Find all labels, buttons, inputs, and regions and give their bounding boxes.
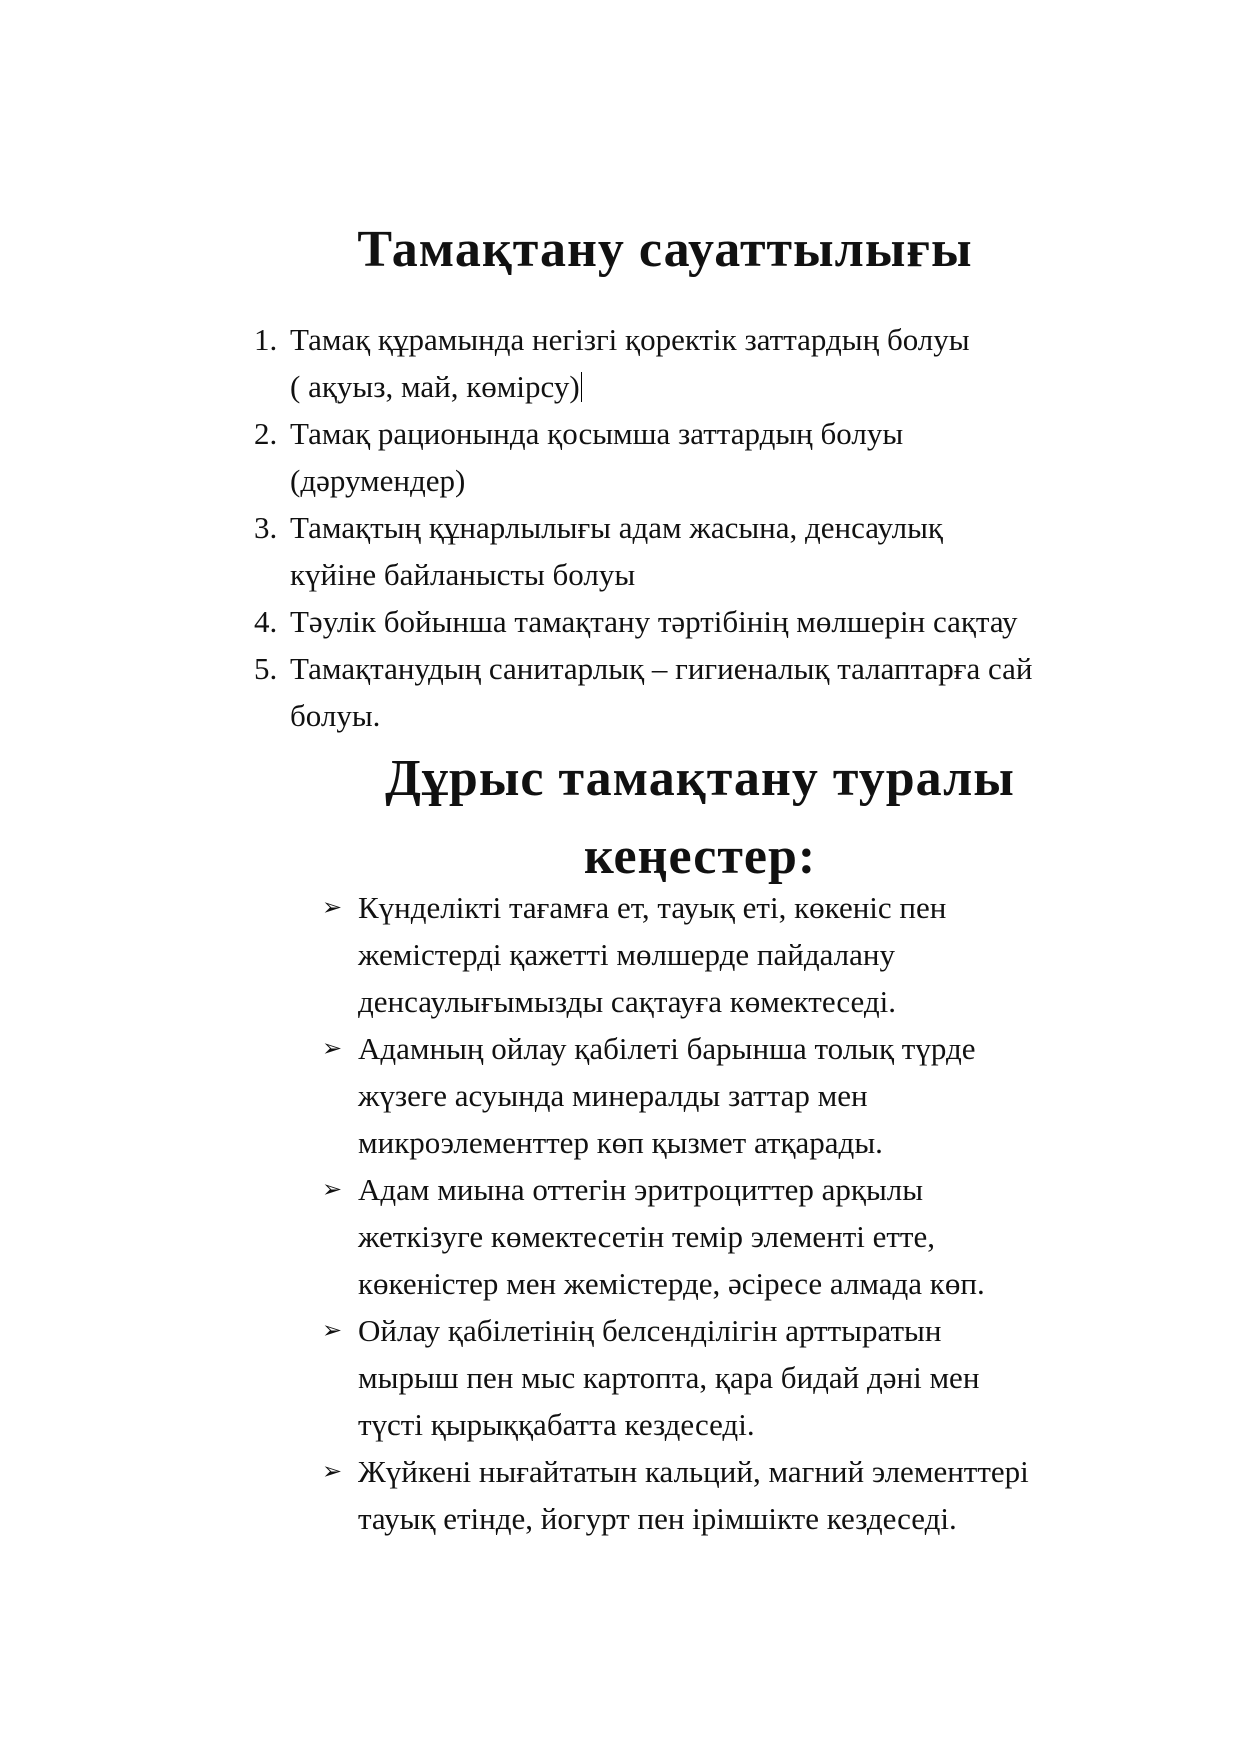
arrow-bullet-icon: ➢ bbox=[322, 1175, 343, 1203]
subtitle-line: Дұрыс тамақтану туралы bbox=[385, 750, 1015, 807]
bullet-item bbox=[322, 1166, 1122, 1307]
bullet-item bbox=[322, 1307, 1122, 1448]
list-item-line: Тамақ рационында қосымша заттардың болуы bbox=[290, 416, 904, 451]
arrow-bullet-icon: ➢ bbox=[322, 1316, 343, 1344]
bullet-line: көкеністер мен жемістерде, әсіресе алмада көп. bbox=[358, 1266, 985, 1301]
list-item-line: Тамақ құрамында негізгі қоректік заттардың болуы bbox=[290, 322, 970, 357]
list-item-line: ( ақуыз, май, көмірсу) bbox=[290, 369, 580, 404]
list-item bbox=[254, 410, 1134, 504]
bullet-line: мырыш пен мыс картопта, қара бидай дәні мен bbox=[358, 1360, 980, 1395]
list-item bbox=[254, 504, 1134, 598]
arrow-bullet-icon: ➢ bbox=[322, 1457, 343, 1485]
bullet-line: денсаулығымызды сақтауға көмектеседі. bbox=[358, 984, 896, 1019]
bullet-line: Адам миына оттегін эритроциттер арқылы bbox=[358, 1172, 924, 1207]
page-title: Тамақтану сауаттылығы bbox=[357, 221, 973, 278]
bullet-line: Жүйкені нығайтатын кальций, магний элементтері bbox=[358, 1454, 1029, 1489]
list-item-line: Тамақтанудың санитарлық – гигиеналық талаптарға сай bbox=[290, 651, 1033, 686]
list-item-line: болуы. bbox=[290, 698, 381, 733]
list-number: 2. bbox=[254, 416, 278, 451]
subtitle-line: кеңестер: bbox=[583, 828, 817, 885]
list-number: 4. bbox=[254, 604, 278, 639]
numbered-list bbox=[254, 316, 1134, 739]
bullet-list bbox=[322, 884, 1122, 1542]
section-subtitle bbox=[330, 740, 1070, 896]
bullet-line: түсті қырыққабатта кездеседі. bbox=[358, 1407, 755, 1442]
list-item bbox=[254, 645, 1134, 739]
bullet-line: микроэлементтер көп қызмет атқарады. bbox=[358, 1125, 883, 1160]
bullet-item bbox=[322, 884, 1122, 1025]
list-number: 5. bbox=[254, 651, 278, 686]
list-item-line: Тамақтың құнарлылығы адам жасына, денсаулық bbox=[290, 510, 943, 545]
bullet-item bbox=[322, 1025, 1122, 1166]
list-number: 1. bbox=[254, 322, 278, 357]
bullet-line: Адамның ойлау қабілеті барынша толық түрде bbox=[358, 1031, 976, 1066]
list-number: 3. bbox=[254, 510, 278, 545]
list-item-line: Тәулік бойынша тамақтану тәртібінің мөлшерін сақтау bbox=[290, 604, 1018, 639]
list-item-line: күйіне байланысты болуы bbox=[290, 557, 636, 592]
bullet-line: тауық етінде, йогурт пен ірімшікте кездеседі. bbox=[358, 1501, 957, 1536]
list-item-line: (дәрумендер) bbox=[290, 463, 466, 498]
bullet-line: жеткізуге көмектесетін темір элементі етте, bbox=[358, 1219, 935, 1254]
bullet-line: жүзеге асуында минералды заттар мен bbox=[358, 1078, 868, 1113]
arrow-bullet-icon: ➢ bbox=[322, 1034, 343, 1062]
bullet-item bbox=[322, 1448, 1122, 1542]
bullet-line: Күнделікті тағамға ет, тауық еті, көкеніс пен bbox=[358, 890, 947, 925]
bullet-line: Ойлау қабілетінің белсенділігін арттыратын bbox=[358, 1313, 942, 1348]
bullet-line: жемістерді қажетті мөлшерде пайдалану bbox=[358, 937, 895, 972]
arrow-bullet-icon: ➢ bbox=[322, 893, 343, 921]
list-item bbox=[254, 598, 1134, 645]
text-cursor bbox=[581, 372, 582, 402]
list-item bbox=[254, 316, 1134, 410]
